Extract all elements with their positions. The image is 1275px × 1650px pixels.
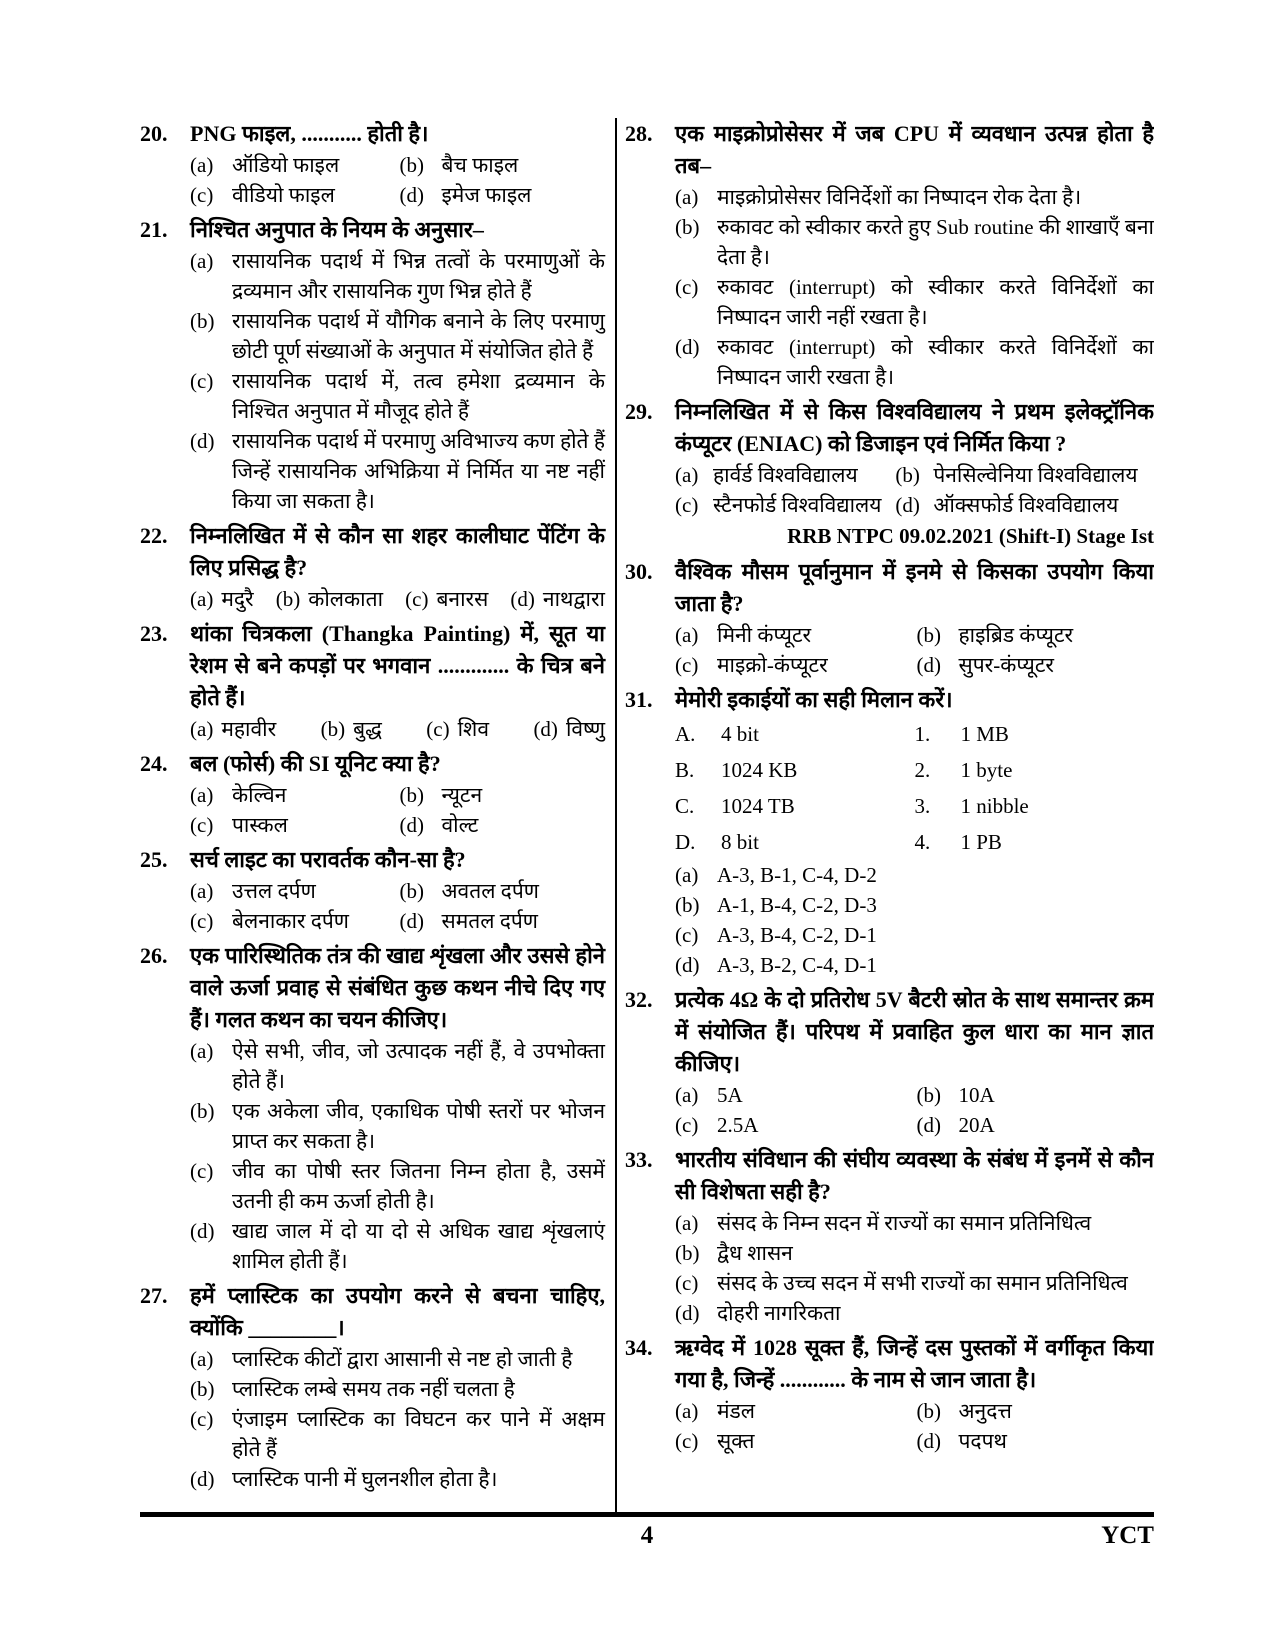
page-number: 4 xyxy=(640,1522,654,1549)
option-text: इमेज फाइल xyxy=(441,183,532,207)
option-label: (a) xyxy=(190,587,214,611)
option-label: (c) xyxy=(426,717,450,741)
option-label: (d) xyxy=(533,717,558,741)
option xyxy=(675,490,895,520)
option-text: ऑडियो फाइल xyxy=(232,153,340,177)
option-label: (a) xyxy=(190,1039,214,1063)
question-body xyxy=(675,1332,1154,1456)
option-text: माइक्रोप्रोसेसर विनिर्देशों का निष्पादन रोक देता है। xyxy=(717,185,1082,209)
option-text: वीडियो फाइल xyxy=(232,183,335,207)
option xyxy=(190,1374,605,1404)
option-label: (b) xyxy=(916,1083,941,1107)
option xyxy=(675,950,1154,980)
match-item xyxy=(675,788,915,824)
option xyxy=(190,906,396,936)
option-label: (a) xyxy=(190,879,214,903)
option-text: ऑक्सफोर्ड विश्वविद्यालय xyxy=(933,493,1119,517)
option-text: अनुदत्त xyxy=(958,1399,1012,1423)
question-body xyxy=(675,684,1154,980)
question-number: 31. xyxy=(625,687,653,712)
question xyxy=(140,214,605,516)
option xyxy=(190,366,605,426)
question-number: 29. xyxy=(625,399,653,424)
option-text: रासायनिक पदार्थ में, तत्व हमेशा द्रव्यमान के निश्चित अनुपात में मौजूद होते हैं xyxy=(232,369,605,423)
question xyxy=(140,520,605,614)
option xyxy=(675,1110,913,1140)
option xyxy=(190,426,605,516)
options xyxy=(675,1396,1154,1456)
option xyxy=(400,780,606,810)
option-label: (c) xyxy=(675,493,699,517)
options xyxy=(675,860,1154,980)
option-text: संसद के उच्च सदन में सभी राज्यों का समान प्रतिनिधित्व xyxy=(717,1271,1128,1295)
option xyxy=(190,1344,605,1374)
option-label: (b) xyxy=(190,1099,215,1123)
match-item xyxy=(675,752,915,788)
question-body xyxy=(190,844,605,936)
option-label: (a) xyxy=(190,717,214,741)
option xyxy=(190,246,605,306)
option-label: (a) xyxy=(675,463,699,487)
option-text: स्टैनफोर्ड विश्वविद्यालय xyxy=(713,493,882,517)
question xyxy=(140,748,605,840)
question-stem: प्रत्येक 4Ω के दो प्रतिरोध 5V बैटरी स्रोत के साथ समान्तर क्रम में संयोजित हैं। परिपथ में प्रवाहित कुल धारा का मान ज्ञात कीजिए। xyxy=(675,987,1154,1076)
options xyxy=(675,182,1154,392)
option xyxy=(190,1156,605,1216)
match-item-label: B. xyxy=(675,758,695,782)
option-text: सूक्त xyxy=(717,1429,755,1453)
option-label: (c) xyxy=(405,587,429,611)
question-stem: ऋग्वेद में 1028 सूक्त हैं, जिन्हें दस पुस्तकों में वर्गीकृत किया गया है, जिन्हें ............ के नाम से जान जाता है। xyxy=(675,1335,1154,1392)
question xyxy=(625,1144,1154,1328)
option xyxy=(400,876,606,906)
match-item xyxy=(915,752,1155,788)
option-text: कोलकाता xyxy=(308,587,384,611)
option xyxy=(917,1080,1155,1110)
option-label: (d) xyxy=(399,183,424,207)
question-stem: हमें प्लास्टिक का उपयोग करने से बचना चाहिए, क्योंकि ________। xyxy=(190,1283,605,1340)
option-text: प्लास्टिक लम्बे समय तक नहीं चलता है xyxy=(232,1377,515,1401)
question-number: 23. xyxy=(140,621,168,646)
question-body xyxy=(190,214,605,516)
question-stem: मेमोरी इकाईयों का सही मिलान करें। xyxy=(675,687,953,712)
question-number: 21. xyxy=(140,217,168,242)
option-text: शिव xyxy=(457,717,490,741)
question-stem: निम्नलिखित में से कौन सा शहर कालीघाट पेंटिंग के लिए प्रसिद्ध है? xyxy=(190,523,605,580)
option-text: बनारस xyxy=(436,587,489,611)
question-number: 20. xyxy=(140,121,168,146)
option-text: उत्तल दर्पण xyxy=(232,879,316,903)
option xyxy=(675,860,1154,890)
option xyxy=(675,1080,913,1110)
option-text: 10A xyxy=(958,1083,995,1107)
option-label: (b) xyxy=(275,587,301,611)
option-label: (c) xyxy=(675,1113,699,1137)
option-label: (b) xyxy=(916,1399,941,1423)
option-label: (b) xyxy=(675,215,700,239)
question xyxy=(140,940,605,1276)
option xyxy=(917,1396,1155,1426)
option xyxy=(917,1110,1155,1140)
option xyxy=(895,490,1154,520)
option-label: (a) xyxy=(675,185,699,209)
brand-label: YCT xyxy=(1101,1522,1154,1549)
option-text: संसद के निम्न सदन में राज्यों का समान प्रतिनिधित्व xyxy=(717,1211,1092,1235)
match-item-label: 3. xyxy=(914,794,931,818)
option xyxy=(400,150,606,180)
option-text: अवतल दर्पण xyxy=(441,879,539,903)
option-text: 5A xyxy=(717,1083,743,1107)
option-text: दोहरी नागरिकता xyxy=(717,1301,841,1325)
question-number: 32. xyxy=(625,987,653,1012)
option-label: (c) xyxy=(190,369,214,393)
option-text: A-3, B-2, C-4, D-1 xyxy=(717,953,877,977)
question-stem: PNG फाइल, ........... होती है। xyxy=(190,121,429,146)
option-text: खाद्य जाल में दो या दो से अधिक खाद्य शृंखलाएं शामिल होती हैं। xyxy=(232,1219,605,1273)
option xyxy=(675,332,1154,392)
option-label: (a) xyxy=(190,783,214,807)
option-text: A-1, B-4, C-2, D-3 xyxy=(717,893,877,917)
options xyxy=(675,1080,1154,1140)
option-text: पदपथ xyxy=(958,1429,1007,1453)
question-stem: वैश्विक मौसम पूर्वानुमान में इनमे से किसका उपयोग किया जाता है? xyxy=(675,559,1154,616)
question-number: 34. xyxy=(625,1335,653,1360)
option xyxy=(675,182,1154,212)
option-label: (b) xyxy=(320,717,346,741)
option-label: (d) xyxy=(190,429,215,453)
option-label: (c) xyxy=(190,1407,214,1431)
question-body xyxy=(190,940,605,1276)
option xyxy=(675,890,1154,920)
match-item-label: 2. xyxy=(914,758,931,782)
match-item-label: 4. xyxy=(914,830,931,854)
question-number: 33. xyxy=(625,1147,653,1172)
option xyxy=(190,810,396,840)
option xyxy=(675,212,1154,272)
question-number: 30. xyxy=(625,559,653,584)
match-item-label: D. xyxy=(675,830,696,854)
question xyxy=(140,118,605,210)
option-text: पास्कल xyxy=(232,813,288,837)
source-reference: RRB NTPC 09.02.2021 (Shift-I) Stage Ist xyxy=(787,524,1154,548)
match-item-text: 8 bit xyxy=(721,830,759,854)
option xyxy=(190,306,605,366)
option xyxy=(675,272,1154,332)
option-text: प्लास्टिक पानी में घुलनशील होता है। xyxy=(232,1467,498,1491)
option xyxy=(675,1396,913,1426)
option xyxy=(426,714,489,744)
question xyxy=(625,396,1154,552)
option xyxy=(675,460,895,490)
option-text: ऐसे सभी, जीव, जो उत्पादक नहीं हैं, वे उपभोक्ता होते हैं। xyxy=(232,1039,605,1093)
question-body xyxy=(190,118,605,210)
question-number: 24. xyxy=(140,751,168,776)
option xyxy=(675,1208,1154,1238)
option xyxy=(190,180,396,210)
question-body xyxy=(675,118,1154,392)
option-text: वोल्ट xyxy=(441,813,479,837)
option xyxy=(917,1426,1155,1456)
option xyxy=(675,650,913,680)
option-text: विष्णु xyxy=(565,717,605,741)
option-label: (a) xyxy=(675,1399,699,1423)
question xyxy=(140,844,605,936)
option xyxy=(400,810,606,840)
option xyxy=(510,584,605,614)
question xyxy=(625,118,1154,392)
option-label: (c) xyxy=(190,909,214,933)
option xyxy=(321,714,382,744)
option-label: (d) xyxy=(190,1219,215,1243)
question-number: 25. xyxy=(140,847,168,872)
option-text: A-3, B-4, C-2, D-1 xyxy=(717,923,877,947)
question-stem: एक माइक्रोप्रोसेसर में जब CPU में व्यवधान उत्पन्न होता है तब– xyxy=(675,121,1154,178)
question-body xyxy=(675,396,1154,552)
question-body xyxy=(675,556,1154,680)
options xyxy=(675,1208,1154,1328)
option xyxy=(190,876,396,906)
question-body xyxy=(675,984,1154,1140)
match-item-text: 1024 TB xyxy=(721,794,795,818)
option xyxy=(190,584,254,614)
option-label: (c) xyxy=(675,653,699,677)
question-body xyxy=(675,1144,1154,1328)
option-label: (a) xyxy=(190,153,214,177)
option-label: (b) xyxy=(190,309,215,333)
option-label: (c) xyxy=(675,923,699,947)
option-label: (d) xyxy=(916,653,941,677)
option-text: माइक्रो-कंप्यूटर xyxy=(717,653,828,677)
option-text: रुकावट को स्वीकार करते हुए Sub routine की शाखाएँ बना देता है। xyxy=(717,215,1154,269)
option xyxy=(276,584,383,614)
match-item xyxy=(675,716,915,752)
option-text: सुपर-कंप्यूटर xyxy=(958,653,1055,677)
match-item-text: 1 PB xyxy=(960,830,1002,854)
options xyxy=(190,714,605,744)
option-label: (b) xyxy=(916,623,941,647)
option-label: (d) xyxy=(916,1113,941,1137)
option-text: बैच फाइल xyxy=(441,153,519,177)
option-label: (b) xyxy=(399,879,424,903)
option-label: (d) xyxy=(675,953,700,977)
option-text: बेलनाकार दर्पण xyxy=(232,909,349,933)
option xyxy=(400,180,606,210)
match-item-text: 1024 KB xyxy=(721,758,798,782)
option-text: द्वैध शासन xyxy=(717,1241,793,1265)
match-item-label: C. xyxy=(675,794,695,818)
question xyxy=(625,984,1154,1140)
option xyxy=(917,650,1155,680)
match-item-text: 1 byte xyxy=(960,758,1013,782)
option-label: (c) xyxy=(190,1159,214,1183)
option xyxy=(190,1404,605,1464)
question-stem: बल (फोर्स) की SI यूनिट क्या है? xyxy=(190,751,441,776)
question-stem: भारतीय संविधान की संघीय व्यवस्था के संबंध में इनमें से कौन सी विशेषता सही है? xyxy=(675,1147,1154,1204)
question-stem: थांका चित्रकला (Thangka Painting) में, सूत या रेशम से बने कपड़ों पर भगवान ............. के चित्र बने होते हैं। xyxy=(190,621,605,710)
options xyxy=(190,246,605,516)
question-body xyxy=(190,520,605,614)
option-label: (c) xyxy=(675,1271,699,1295)
option-label: (b) xyxy=(190,1377,215,1401)
page-content xyxy=(140,118,1154,1512)
option-text: मिनी कंप्यूटर xyxy=(717,623,812,647)
options xyxy=(190,584,605,614)
option-text: जीव का पोषी स्तर जितना निम्न होता है, उसमें उतनी ही कम ऊर्जा होती है। xyxy=(232,1159,605,1213)
question-stem: सर्च लाइट का परावर्तक कौन-सा है? xyxy=(190,847,466,872)
right-column xyxy=(625,118,1154,1512)
match-item xyxy=(915,824,1155,860)
option xyxy=(675,1268,1154,1298)
option-label: (d) xyxy=(675,335,700,359)
option-label: (c) xyxy=(675,275,699,299)
question xyxy=(625,684,1154,980)
option xyxy=(190,1464,605,1494)
option-label: (a) xyxy=(190,1347,214,1371)
left-column xyxy=(140,118,605,1512)
option-label: (d) xyxy=(399,909,424,933)
option-text: हार्वर्ड विश्वविद्यालय xyxy=(713,463,858,487)
option-text: रुकावट (interrupt) को स्वीकार करते विनिर्देशों का निष्पादन जारी नहीं रखता है। xyxy=(717,275,1154,329)
match-item-label: A. xyxy=(675,722,696,746)
option xyxy=(405,584,488,614)
option-text: समतल दर्पण xyxy=(441,909,538,933)
question-stem: एक पारिस्थितिक तंत्र की खाद्य शृंखला और उससे होने वाले ऊर्जा प्रवाह से संबंधित कुछ कथन नीचे दिए गए हैं। गलत कथन का चयन कीजिए। xyxy=(190,943,605,1032)
option-label: (a) xyxy=(675,1083,699,1107)
option-text: महावीर xyxy=(221,717,277,741)
question-body xyxy=(190,618,605,744)
match-list xyxy=(675,716,1154,860)
question-number: 26. xyxy=(140,943,168,968)
options xyxy=(190,780,605,840)
question-number: 27. xyxy=(140,1283,168,1308)
option xyxy=(675,620,913,650)
option-text: 2.5A xyxy=(717,1113,759,1137)
option-text: केल्विन xyxy=(232,783,287,807)
option-text: 20A xyxy=(958,1113,995,1137)
option xyxy=(190,1096,605,1156)
match-item xyxy=(915,716,1155,752)
option-label: (b) xyxy=(675,893,700,917)
options xyxy=(190,876,605,936)
options xyxy=(190,1344,605,1494)
option-text: बुद्ध xyxy=(353,717,382,741)
option-label: (b) xyxy=(675,1241,700,1265)
column-divider xyxy=(615,118,617,1512)
options xyxy=(675,620,1154,680)
option-label: (a) xyxy=(675,623,699,647)
option-label: (a) xyxy=(190,249,214,273)
option-text: नाथद्वारा xyxy=(542,587,605,611)
question-body xyxy=(190,748,605,840)
option xyxy=(190,780,396,810)
option xyxy=(917,620,1155,650)
option-text: रुकावट (interrupt) को स्वीकार करते विनिर्देशों का निष्पादन जारी रखता है। xyxy=(717,335,1154,389)
option xyxy=(190,1036,605,1096)
option-text: एक अकेला जीव, एकाधिक पोषी स्तरों पर भोजन प्राप्त कर सकता है। xyxy=(232,1099,605,1153)
option-text: एंजाइम प्लास्टिक का विघटन कर पाने में अक्षम होते हैं xyxy=(232,1407,605,1461)
question xyxy=(140,1280,605,1494)
option-label: (d) xyxy=(399,813,424,837)
match-item-label: 1. xyxy=(914,722,931,746)
option-text: हाइब्रिड कंप्यूटर xyxy=(958,623,1074,647)
match-item xyxy=(915,788,1155,824)
option-text: पेनसिल्वेनिया विश्वविद्यालय xyxy=(933,463,1138,487)
match-item-text: 1 nibble xyxy=(960,794,1029,818)
option-label: (c) xyxy=(190,813,214,837)
option-text: मदुरै xyxy=(221,587,254,611)
option-label: (d) xyxy=(675,1301,700,1325)
option xyxy=(533,714,605,744)
match-item xyxy=(675,824,915,860)
option-label: (a) xyxy=(675,1211,699,1235)
question-stem: निम्नलिखित में से किस विश्वविद्यालय ने प्रथम इलेक्ट्रॉनिक कंप्यूटर (ENIAC) को डिजाइन एवं निर्मित किया ? xyxy=(675,399,1154,456)
option-text: रासायनिक पदार्थ में भिन्न तत्वों के परमाणुओं के द्रव्यमान और रासायनिक गुण भिन्न होते हैं xyxy=(232,249,605,303)
match-item-text: 4 bit xyxy=(721,722,759,746)
option-text: रासायनिक पदार्थ में यौगिक बनाने के लिए परमाणु छोटी पूर्ण संख्याओं के अनुपात में संयोजित होते हैं xyxy=(232,309,605,363)
option-label: (a) xyxy=(675,863,699,887)
question xyxy=(140,618,605,744)
option-label: (d) xyxy=(510,587,535,611)
footer-rule xyxy=(140,1512,1154,1517)
option-label: (b) xyxy=(399,153,424,177)
option xyxy=(675,1426,913,1456)
option-text: न्यूटन xyxy=(441,783,483,807)
options xyxy=(190,150,605,210)
option-text: प्लास्टिक कीटों द्वारा आसानी से नष्ट हो जाती है xyxy=(232,1347,573,1371)
match-item-text: 1 MB xyxy=(960,722,1009,746)
option-text: रासायनिक पदार्थ में परमाणु अविभाज्य कण होते हैं जिन्हें रासायनिक अभिक्रिया में निर्मित या नष्ट नहीं किया जा सकता है। xyxy=(232,429,605,513)
option xyxy=(190,714,276,744)
option-label: (c) xyxy=(190,183,214,207)
option-text: A-3, B-1, C-4, D-2 xyxy=(717,863,877,887)
question-number: 22. xyxy=(140,523,168,548)
option xyxy=(400,906,606,936)
option-label: (d) xyxy=(190,1467,215,1491)
options xyxy=(675,460,1154,520)
option-label: (b) xyxy=(399,783,424,807)
option xyxy=(675,1298,1154,1328)
question-body xyxy=(190,1280,605,1494)
question-number: 28. xyxy=(625,121,653,146)
option-label: (b) xyxy=(895,463,920,487)
option xyxy=(190,150,396,180)
question xyxy=(625,1332,1154,1456)
option xyxy=(190,1216,605,1276)
question xyxy=(625,556,1154,680)
option xyxy=(675,1238,1154,1268)
option-label: (c) xyxy=(675,1429,699,1453)
option xyxy=(895,460,1154,490)
options xyxy=(190,1036,605,1276)
option xyxy=(675,920,1154,950)
option-label: (d) xyxy=(916,1429,941,1453)
option-label: (d) xyxy=(895,493,920,517)
question-stem: निश्चित अनुपात के नियम के अनुसार– xyxy=(190,217,484,242)
option-text: मंडल xyxy=(717,1399,756,1423)
